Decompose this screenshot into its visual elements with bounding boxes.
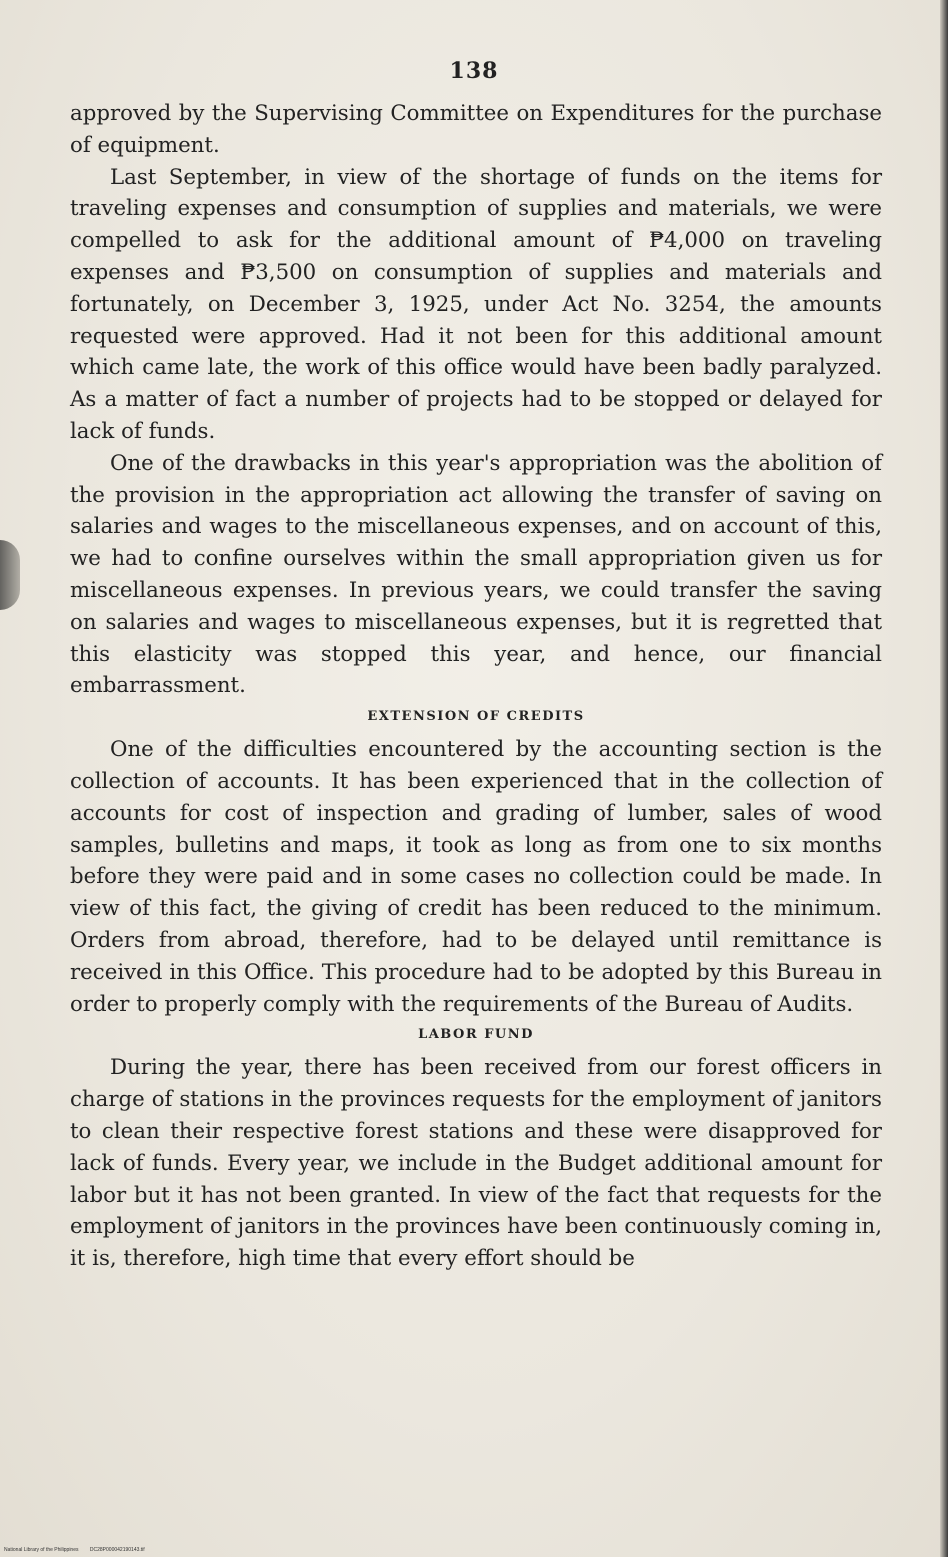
binding-shadow — [0, 540, 20, 610]
body-text — [70, 98, 882, 1275]
section-heading-labor-fund: LABOR FUND — [418, 1027, 534, 1043]
section-heading-extension-of-credits: EXTENSION OF CREDITS — [367, 709, 585, 725]
paragraph-continued: approved by the Supervising Committee on Expenditures for the purchase of equipment. — [70, 101, 882, 158]
footer-file-id: DC28P000042190143.tif — [89, 1547, 145, 1553]
paragraph-labor-fund: During the year, there has been received from our forest officers in charge of stations in the provinces requests for the employment of janitors to clean their respective forest stations and these were disapproved for lack of funds. Every year, we include in the Budget additional amount for labor but it has not been granted. In view of the fact that requests for the employment of janitors in the provinces have been continuously coming in, it is, therefore, high time that every effort should be — [70, 1055, 882, 1272]
paragraph-last-september: Last September, in view of the shortage of funds on the items for traveling expenses and consumption of supplies and materials, we were compelled to ask for the additional amount of ₱4,000 on traveling expenses and ₱3,500 on consumption of supplies and materials and fortunately, on December 3, 1925, under Act No. 3254, the amounts requested were approved. Had it not been for this additional amount which came late, the work of this office would have been badly paralyzed. As a matter of fact a number of projects had to be stopped or delayed for lack of funds. — [70, 164, 882, 444]
page-edge-shadow — [940, 0, 948, 1557]
footer-library: National Library of the Philippines — [4, 1547, 79, 1553]
scan-footer — [4, 1547, 155, 1553]
paragraph-drawbacks: One of the drawbacks in this year's appropriation was the abolition of the provision in the appropriation act allowing the transfer of saving on salaries and wages to the miscellaneous expenses, and on account of this, we had to confine ourselves within the small appropriation given us for miscellaneous expenses. In previous years, we could transfer the saving on salaries and wages to miscellaneous expenses, but it is regretted that this elasticity was stopped this year, and hence, our financial embarrassment. — [70, 450, 882, 699]
page-number: 138 — [449, 58, 499, 84]
paragraph-extension-of-credits: One of the difficulties encountered by the accounting section is the collection of accounts. It has been experienced that in the collection of accounts for cost of inspection and grading of lumber, sales of wood samples, bulletins and maps, it took as long as from one to six months before they were paid and in some cases no collection could be made. In view of this fact, the giving of credit has been reduced to the minimum. Orders from abroad, therefore, had to be delayed until remittance is received in this Office. This procedure had to be adopted by this Bureau in order to properly comply with the requirements of the Bureau of Audits. — [70, 737, 882, 1017]
